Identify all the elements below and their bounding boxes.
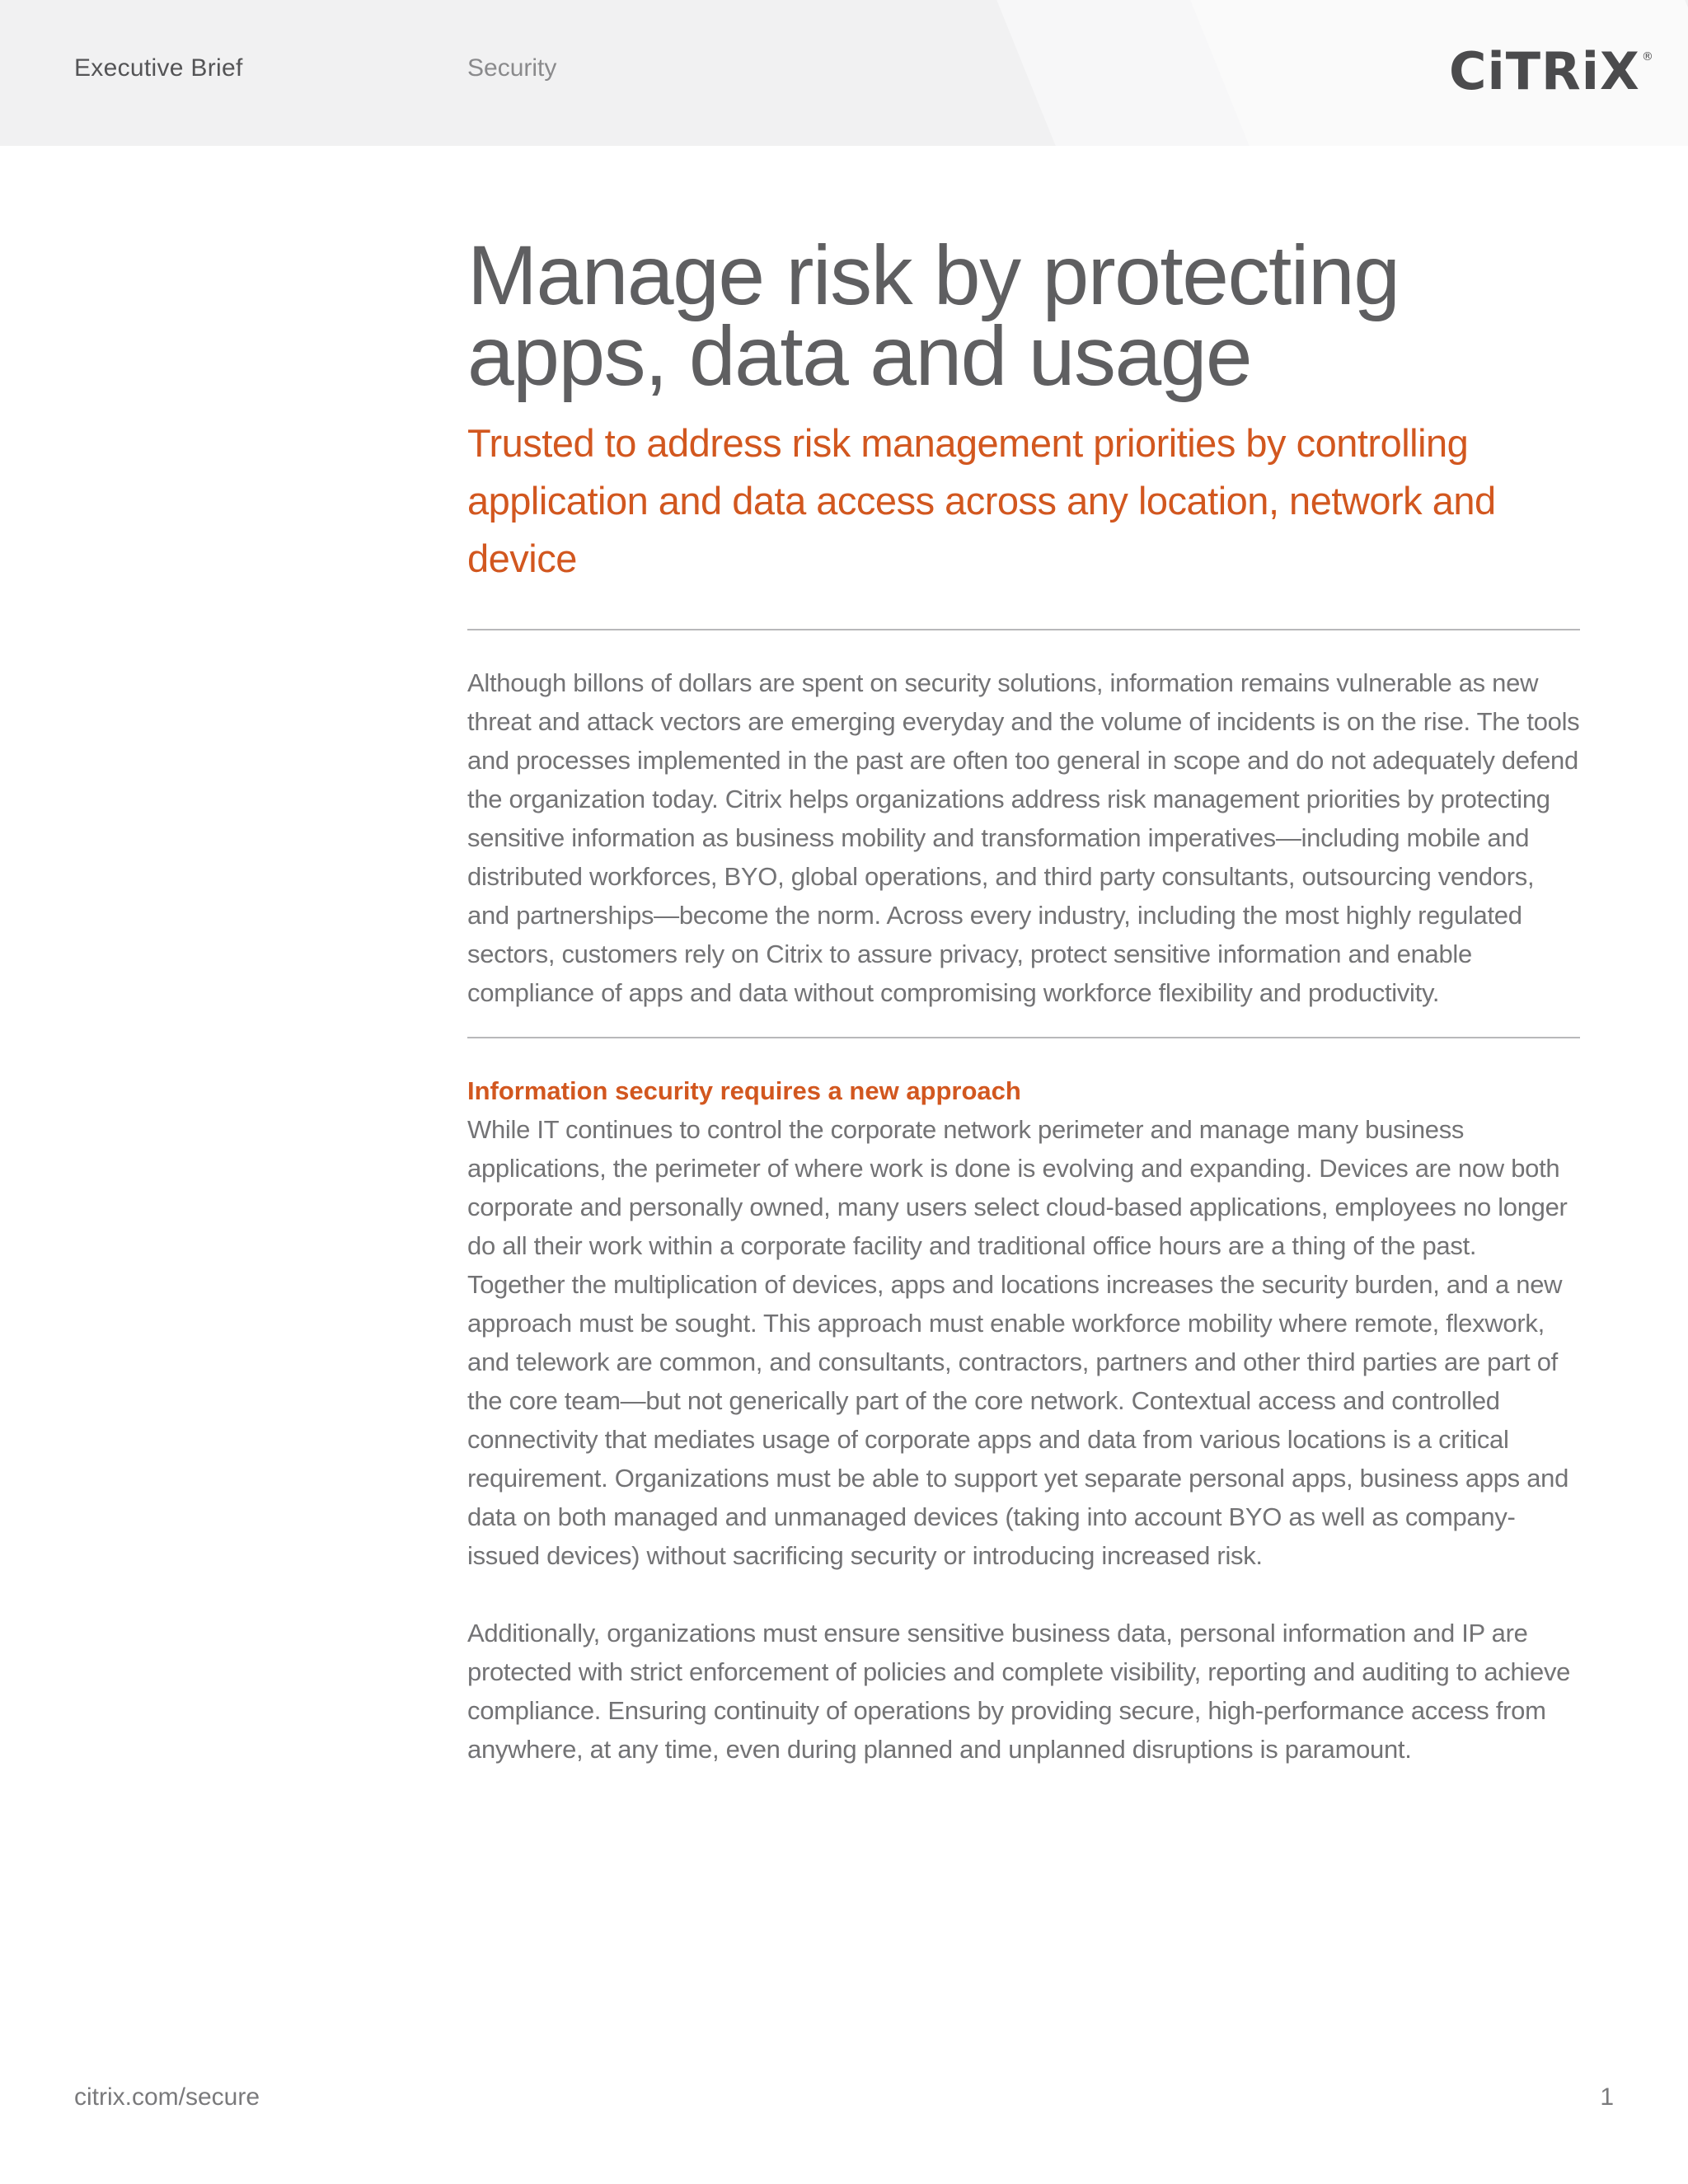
intro-paragraph: Although billons of dollars are spent on security solutions, information remains vulnerable as new threat and attack vectors are emerging everyday and the volume of incidents is on the rise. The tools and processes implemented in the past are often too general in scope and do not adequately defend the organization today. Citrix helps organizations address risk management priorities by protecting sensitive information as business mobility and transformation imperatives—including mobile and distributed workforces, BYO, global operations, and third party consultants, outsourcing vendors, and partnerships—become the norm. Across every industry, including the most highly regulated sectors, customers rely on Citrix to assure privacy, protect sensitive information and enable compliance of apps and data without compromising workforce flexibility and productivity. [467, 668, 1580, 1007]
page-header [0, 0, 1688, 146]
document-type: Executive Brief [74, 54, 243, 82]
page-title: Manage risk by protecting apps, data and usage [467, 228, 1400, 403]
logo-wordmark: CiTRiX [1449, 41, 1640, 101]
footer-url: citrix.com/secure [74, 2083, 260, 2111]
registered-mark: ® [1641, 50, 1654, 63]
document-category: Security [467, 54, 557, 82]
page-subtitle: Trusted to address risk management priorities by controlling application and data access across any location, network and device [467, 421, 1496, 580]
divider [467, 1037, 1580, 1038]
citrix-logo [1449, 41, 1654, 101]
divider [467, 629, 1580, 630]
main-content [467, 228, 1580, 1769]
section-paragraph: Additionally, organizations must ensure sensitive business data, personal information and IP are protected with strict enforcement of policies and complete visibility, reporting and auditing to achieve compliance. Ensuring continuity of operations by providing secure, high-performance access from anywhere, at any time, even during planned and unplanned disruptions is paramount. [467, 1619, 1571, 1764]
section-paragraph: While IT continues to control the corporate network perimeter and manage many business applications, the perimeter of where work is done is evolving and expanding. Devices are now both corporate and personally owned, many users select cloud-based applications, employees no longer do all their work within a corporate facility and traditional office hours are a thing of the past. Together the multiplication of devices, apps and locations increases the security burden, and a new approach must be sought. This approach must enable workforce mobility where remote, flexwork, and telework are common, and consultants, contractors, partners and other third parties are part of the core team—but not generically part of the core network. Contextual access and controlled connectivity that mediates usage of corporate apps and data from various locations is a critical requirement. Organizations must be able to support yet separate personal apps, business apps and data on both managed and unmanaged devices (taking into account BYO as well as company-issued devices) without sacrificing security or introducing increased risk. [467, 1115, 1569, 1570]
section-heading: Information security requires a new approach [467, 1076, 1021, 1105]
page-number: 1 [1600, 2083, 1614, 2111]
